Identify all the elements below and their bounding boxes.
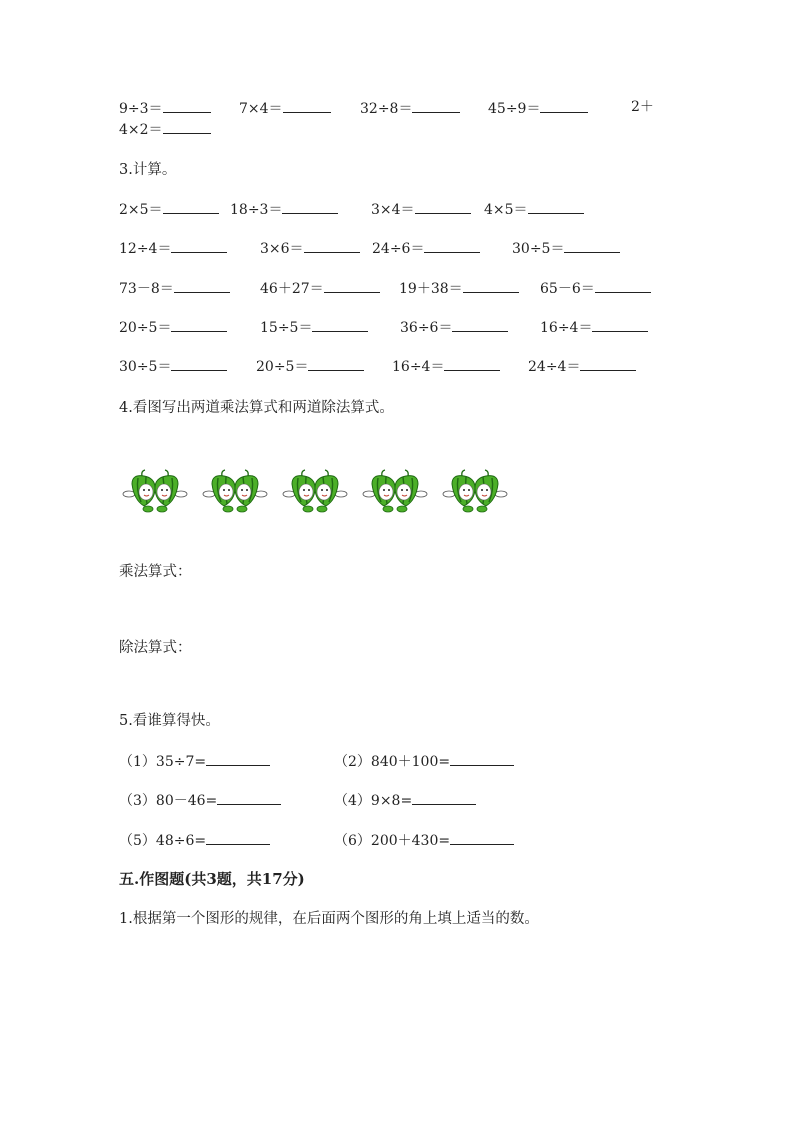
equation: 65－6＝	[540, 278, 651, 298]
equation: 16÷4＝	[392, 356, 500, 376]
equation: 4×2＝	[119, 119, 211, 139]
section-five-title: 五.作图题(共3题，共17分)	[119, 870, 305, 888]
equation: （6）200＋430=	[334, 830, 514, 850]
equation: 2×5＝	[119, 199, 219, 219]
equation: （5）48÷6=	[119, 830, 270, 850]
equation: 24÷4＝	[528, 356, 636, 376]
multiplication-label: 乘法算式：	[119, 564, 192, 580]
equation: 9÷3＝	[119, 98, 211, 118]
equation: （3）80－46=	[119, 790, 281, 810]
equation: 45÷9＝	[488, 98, 588, 118]
equation: 15÷5＝	[260, 317, 368, 337]
q4-title: 4.看图写出两道乘法算式和两道除法算式。	[119, 400, 394, 416]
equation: 20÷5＝	[119, 317, 227, 337]
equation: 30÷5＝	[512, 238, 620, 258]
melon-pair-icon	[362, 468, 428, 514]
equation: 4×5＝	[484, 199, 584, 219]
division-label: 除法算式：	[119, 640, 192, 656]
equation: 3×6＝	[260, 238, 360, 258]
melon-pair-icon	[282, 468, 348, 514]
q3-title: 3.计算。	[119, 162, 177, 178]
melon-pair-icon	[202, 468, 268, 514]
equation: （4）9×8=	[334, 790, 476, 810]
equation: 36÷6＝	[400, 317, 508, 337]
equation: 46＋27＝	[260, 278, 380, 298]
equation-fragment: 2＋	[631, 99, 654, 115]
section-five-q1: 1.根据第一个图形的规律，在后面两个图形的角上填上适当的数。	[119, 911, 539, 927]
equation: 19＋38＝	[399, 278, 519, 298]
equation: 12÷4＝	[119, 238, 227, 258]
equation: 20÷5＝	[256, 356, 364, 376]
equation: 24÷6＝	[372, 238, 480, 258]
equation: 73－8＝	[119, 278, 230, 298]
melon-pair-icon	[122, 468, 188, 514]
equation: 18÷3＝	[230, 199, 338, 219]
equation: 30÷5＝	[119, 356, 227, 376]
melon-pair-icon	[442, 468, 508, 514]
equation: 7×4＝	[239, 98, 331, 118]
equation: 16÷4＝	[540, 317, 648, 337]
equation: 3×4＝	[371, 199, 471, 219]
equation: （2）840＋100=	[334, 751, 514, 771]
equation: 32÷8＝	[360, 98, 460, 118]
q5-title: 5.看谁算得快。	[119, 713, 220, 729]
equation: （1）35÷7=	[119, 751, 270, 771]
